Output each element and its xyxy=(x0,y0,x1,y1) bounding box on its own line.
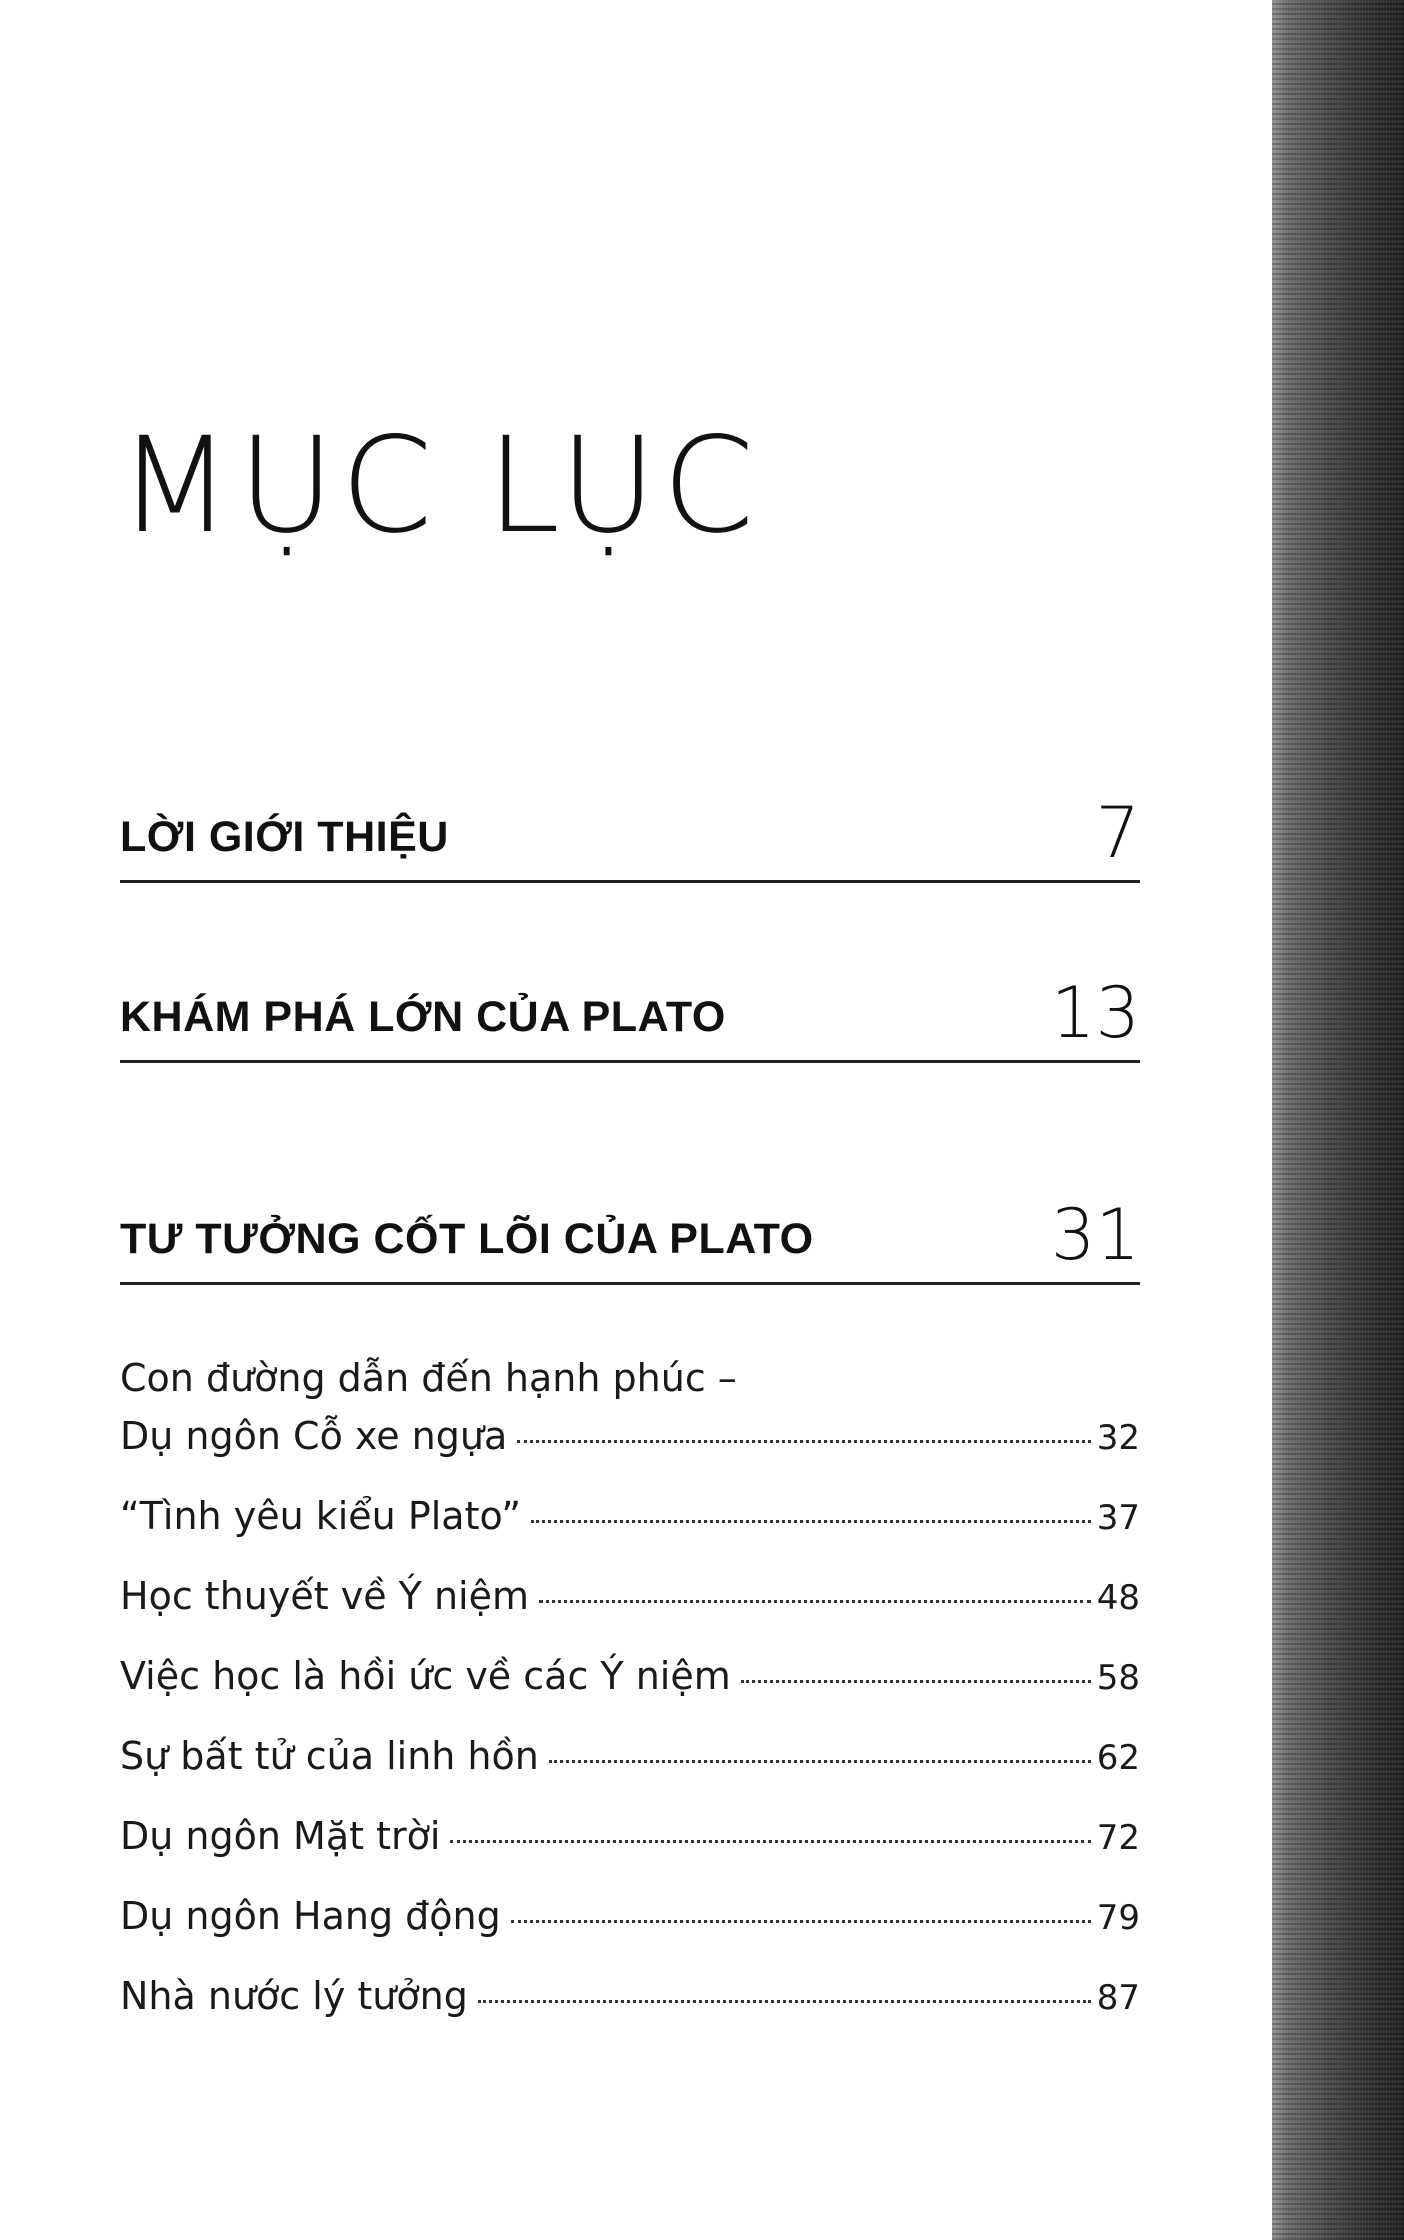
dot-leader xyxy=(741,1680,1091,1683)
section-page-number: 13 xyxy=(1050,972,1140,1054)
toc-entry-page-number: 48 xyxy=(1096,1578,1140,1618)
toc-entry-page-number: 62 xyxy=(1096,1738,1140,1778)
section-heading xyxy=(120,790,1140,883)
section-label: KHÁM PHÁ LỚN CỦA PLATO xyxy=(120,993,726,1041)
dot-leader xyxy=(517,1440,1090,1443)
toc-entry-page-number: 37 xyxy=(1096,1498,1140,1538)
toc-entry xyxy=(120,1494,1140,1554)
toc-entry xyxy=(120,1894,1140,1954)
toc-entry-label: Việc học là hồi ức về các Ý niệm xyxy=(120,1654,731,1698)
toc-entry-label: “Tình yêu kiểu Plato” xyxy=(120,1494,522,1538)
toc-entry-page-number: 87 xyxy=(1096,1978,1140,2018)
dot-leader xyxy=(539,1600,1091,1603)
section-heading xyxy=(120,970,1140,1063)
section-label: TƯ TƯỞNG CỐT LÕI CỦA PLATO xyxy=(120,1215,814,1263)
toc-entry xyxy=(120,1974,1140,2034)
section-page-number: 7 xyxy=(1095,792,1140,874)
toc-entry-first-line: Con đường dẫn đến hạnh phúc – xyxy=(120,1356,737,1400)
toc-entry-page-number: 32 xyxy=(1096,1418,1140,1458)
toc-entry xyxy=(120,1654,1140,1714)
toc-entry-label: Dụ ngôn Cỗ xe ngựa xyxy=(120,1414,508,1458)
toc-entry xyxy=(120,1356,1140,1474)
book-spine-edge xyxy=(1272,0,1404,2240)
toc-entry-label: Học thuyết về Ý niệm xyxy=(120,1574,529,1618)
toc-entry xyxy=(120,1574,1140,1634)
dot-leader xyxy=(549,1760,1091,1763)
toc-entry-label: Sự bất tử của linh hồn xyxy=(120,1734,539,1778)
dot-leader xyxy=(531,1520,1091,1523)
dot-leader xyxy=(511,1920,1091,1923)
dot-leader xyxy=(478,2000,1091,2003)
toc-entry xyxy=(120,1814,1140,1874)
section-page-number: 31 xyxy=(1050,1194,1140,1276)
section-heading xyxy=(120,1192,1140,1285)
section-label: LỜI GIỚI THIỆU xyxy=(120,813,449,861)
toc-entry-page-number: 58 xyxy=(1096,1658,1140,1698)
page-title: MỤC LỤC xyxy=(118,409,761,563)
toc-entry-label: Dụ ngôn Mặt trời xyxy=(120,1814,441,1858)
toc-entry-page-number: 72 xyxy=(1096,1818,1140,1858)
toc-entry-page-number: 79 xyxy=(1096,1898,1140,1938)
toc-entry-label: Dụ ngôn Hang động xyxy=(120,1894,501,1938)
toc-entry xyxy=(120,1734,1140,1794)
toc-entry-label: Nhà nước lý tưởng xyxy=(120,1974,468,2018)
dot-leader xyxy=(450,1840,1090,1843)
